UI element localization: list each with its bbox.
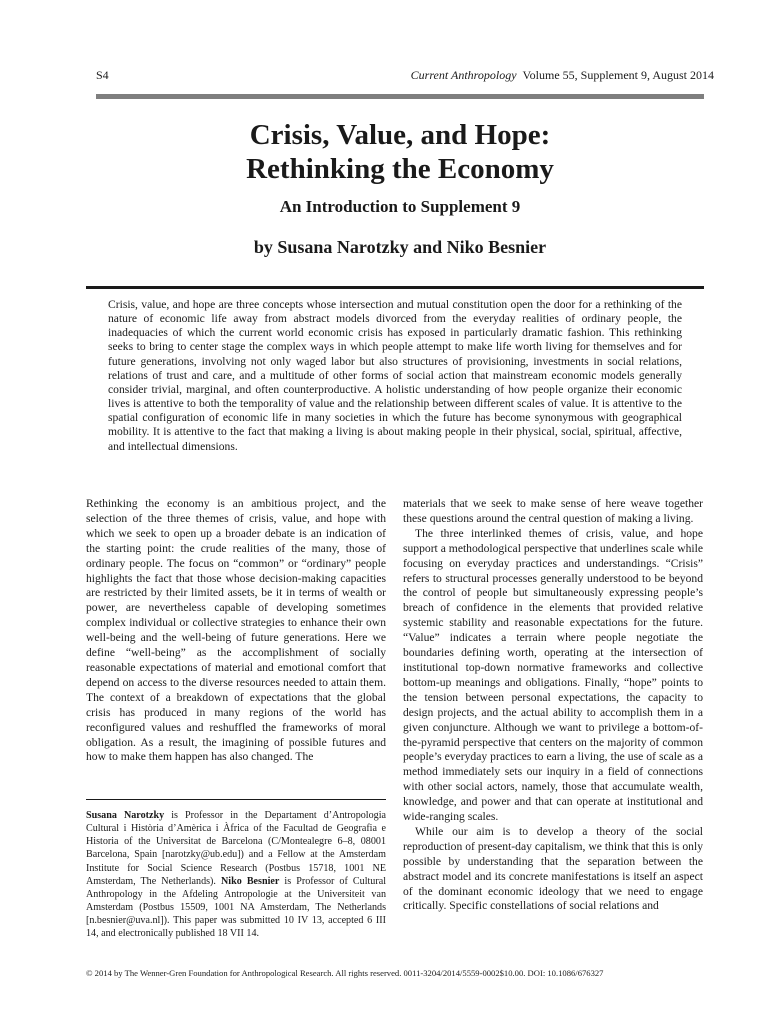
author-note-text-2: is Professor of Cultural Anthropology in the Afdeling Antropologie at the Universiteit van Amsterdam (Postbus 15509, 1001 NA Amsterdam, The Netherlands [n.besnier@uva.nl]). This paper was submitted 10 IV 13, accepted 6 III 14, and electronically published 18 VII 14.	[86, 875, 386, 940]
title-block	[96, 118, 704, 258]
body-paragraph: Rethinking the economy is an ambitious project, and the selection of the three themes of crisis, value, and hope with which we seek to open up a broader debate is an indication of the starting point: the crude realities of the many, those of ordinary people. The focus on “common” or “ordinary” people highlights the fact that those whose decision-making capacities are restricted by their limited assets, be it in terms of wealth or power, are nevertheless capable of developing sometimes complex individual or collective strategies to enhance their own well-being and the well-being of future generations. Here we define “well-being” as the accomplishment of socially reasonable expectations of material and emotional comfort that depend on access to the diverse resources needed to attain them. The context of a breakdown of expectations that the global crisis has produced in many regions of the world has reconfigured values and reshuffled the frameworks of moral obligation. As a result, the imagining of possible futures and how to make them happen has also changed. The	[86, 497, 386, 764]
body-column-left	[86, 497, 386, 765]
article-subtitle: An Introduction to Supplement 9	[279, 197, 521, 216]
author-note-name-1: Susana Narotzky	[86, 810, 165, 821]
body-paragraph: While our aim is to develop a theory of the social reproduction of present-day capitalism, we think that this is only possible by understanding that the separation between the abstract model and its concrete manifestations is itself an aspect of the dominant economic ideology that we need to engage critically. Specific constellations of social relations and	[403, 824, 703, 913]
abstract: Crisis, value, and hope are three concepts whose intersection and mutual constitution open the door for a rethinking of the nature of economic life away from abstract models divorced from the everyday realities of ordinary people, the inadequacies of which the current world economic crisis has exposed in particularly dramatic fashion. This rethinking seeks to bring to center stage the complex ways in which people attempt to make life worth living for themselves and for future generations, involving not only waged labor but also structures of provisioning, investments in social relations, relations of trust and care, and a multitude of other forms of social action that mainstream economic models generally consider trivial, marginal, and often counterproductive. A holistic understanding of how people organize their economic lives is attentive to both the temporality of value and the relationship between different scales of value. It is attentive to the spatial configuration of economic life in many societies in which the future has become synonymous with geographical mobility. It is attentive to the fact that making a living is about making people in their physical, social, spiritual, affective, and intellectual dimensions.	[108, 298, 682, 453]
body-column-right	[403, 497, 703, 914]
journal-reference	[411, 68, 714, 83]
article-byline: by Susana Narotzky and Niko Besnier	[253, 237, 547, 257]
body-paragraph: materials that we seek to make sense of here weave together these questions around the central question of making a living.	[403, 497, 703, 525]
author-note	[86, 809, 386, 941]
article-title-line-2: Rethinking the Economy	[246, 153, 554, 185]
body-paragraph: The three interlinked themes of crisis, value, and hope support a methodological perspective that underlines scale while focusing on everyday practices and understandings. “Crisis” refers to structural processes generally understood to be beyond the control of people but simultaneously expressing people’s breach of confidence in the elements that provided relative systemic stability and reasonable expectations for the future. “Value” indicates a terrain where people negotiate the boundaries defining worth, operating at the intersection of institutional top-down normative frameworks and collective bottom-up meanings and obligations. Finally, “hope” points to the tension between personal expectations, the capacity to design projects, and the actual ability to accomplish them in a given conjuncture. Although we want to privilege a bottom-of-the-pyramid perspective that centers on the majority of common people’s everyday practices to earn a living, the use of scale as a method immediately sets our inquiry in a field of connections with other social actors, namely, those that accumulate wealth, knowledge, and power and that can operate at institutional and wide-ranging scales.	[403, 526, 703, 824]
header-rule	[96, 94, 704, 99]
footnote-rule	[86, 799, 386, 800]
author-note-name-2: Niko Besnier	[221, 875, 280, 887]
page-number: S4	[96, 68, 109, 82]
article-title-line-1: Crisis, Value, and Hope:	[249, 119, 551, 151]
journal-name: Current Anthropology	[410, 68, 517, 82]
author-note-text-1: is Professor in the Departament d’Antropologia Cultural i Història d’Amèrica i Àfrica of the Facultad de Geografia e Historia of the Universitat de Barcelona (C/Montealegre 6–8, 08001 Barcelona, Spain [narotzky@ub.edu]) and a Fellow at the Amsterdam Institute for Social Science Research (Postbus 15718, 1001 NE Amsterdam, The Netherlands).	[86, 810, 386, 887]
abstract-rule	[86, 286, 704, 289]
copyright-footer: © 2014 by The Wenner-Gren Foundation for Anthropological Research. All rights reserved. 0011-3204/2014/5559-0002$10.00. DOI: 10.1086/676327	[86, 968, 604, 978]
journal-issue: Volume 55, Supplement 9, August 2014	[522, 68, 714, 82]
